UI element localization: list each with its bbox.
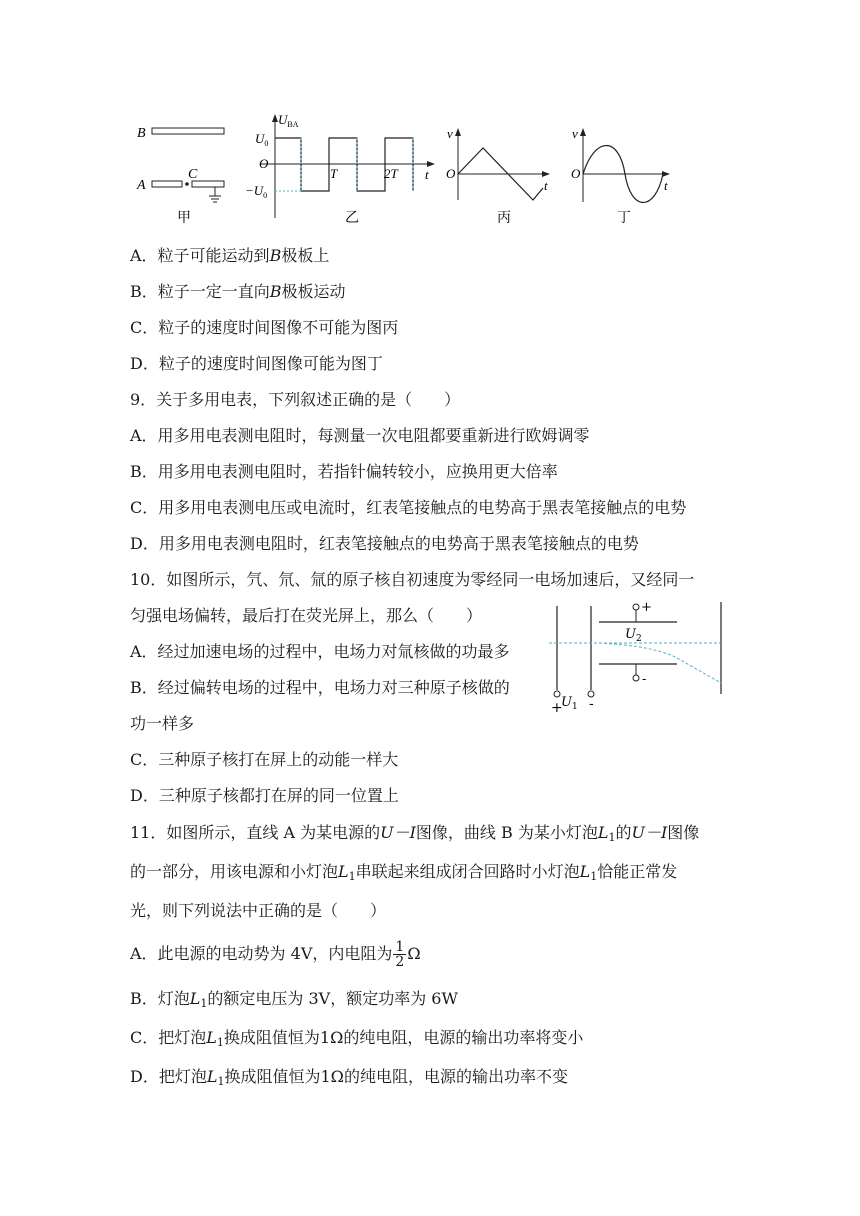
point-c-dot bbox=[185, 182, 189, 186]
q10-option-b-line2: 功一样多 bbox=[130, 714, 195, 733]
fraction-one-half: $\frac{1}{2}$ bbox=[395, 939, 405, 970]
figure-row bbox=[125, 110, 685, 230]
bing-y-arrow bbox=[455, 128, 461, 136]
ding-x-label: t bbox=[664, 178, 668, 193]
caption-jia: 甲 bbox=[177, 211, 191, 226]
bing-x-arrow bbox=[542, 171, 550, 177]
u1-label: $U_1$ bbox=[561, 695, 578, 712]
ding-x-arrow bbox=[662, 171, 670, 177]
q11-option-d: D．把灯泡$L_1$换成阻值恒为1Ω的纯电阻，电源的输出功率不变 bbox=[130, 1067, 568, 1088]
bing-origin: O bbox=[446, 166, 456, 181]
q9-option-b: B．用多用电表测电阻时，若指针偏转较小，应换用更大倍率 bbox=[130, 462, 558, 481]
deflect-minus: - bbox=[642, 672, 647, 687]
yi-y-label: $U_{BA}$ bbox=[278, 112, 299, 129]
q10-stem-line2: 匀强电场偏转，最后打在荧光屏上，那么（ ） bbox=[130, 606, 483, 625]
figures-svg bbox=[125, 110, 685, 230]
bing-x-label: t bbox=[544, 178, 548, 193]
yi-neg-u0-label: $-U_0$ bbox=[245, 183, 268, 200]
yi-x-label: t bbox=[425, 167, 429, 182]
deflect-terminal-top bbox=[633, 604, 639, 610]
figure-ding bbox=[571, 126, 670, 226]
q10-option-a: A．经过加速电场的过程中，电场力对氚核做的功最多 bbox=[130, 642, 510, 661]
plate-b-label: B bbox=[137, 126, 146, 141]
ding-y-arrow bbox=[580, 128, 586, 136]
deflected-trajectory bbox=[599, 643, 721, 683]
q11-stem-line1: 11．如图所示，直线 A 为某电源的U－I图像，曲线 B 为某小灯泡$L_1$的U－I图像 bbox=[130, 823, 700, 844]
q8-option-b: B．粒子一定一直向B极板运动 bbox=[130, 282, 346, 301]
u2-label: $U_2$ bbox=[625, 627, 642, 644]
accel-plus: + bbox=[551, 700, 563, 713]
plate-a-left bbox=[152, 181, 182, 187]
figure-jia bbox=[136, 126, 224, 226]
q11-stem-line2: 的一部分，用该电源和小灯泡$L_1$串联起来组成闭合回路时小灯泡$L_1$恰能正常发 bbox=[130, 862, 678, 883]
yi-tick-2t: 2T bbox=[384, 166, 398, 181]
q8-option-d: D．粒子的速度时间图像可能为图丁 bbox=[130, 354, 383, 373]
yi-tick-t: T bbox=[330, 166, 338, 181]
q9-stem: 9．关于多用电表，下列叙述正确的是（ ） bbox=[130, 390, 461, 409]
caption-bing: 丙 bbox=[497, 211, 511, 226]
caption-ding: 丁 bbox=[617, 211, 631, 226]
figure-yi bbox=[245, 112, 435, 226]
q10-option-b-line1: B．经过偏转电场的过程中，电场力对三种原子核做的 bbox=[130, 678, 510, 697]
q9-option-d: D．用多用电表测电阻时，红表笔接触点的电势高于黑表笔接触点的电势 bbox=[130, 534, 639, 553]
figure-bing bbox=[446, 126, 550, 226]
deflect-plus: + bbox=[641, 600, 652, 615]
q9-option-a: A．用多用电表测电阻时，每测量一次电阻都要重新进行欧姆调零 bbox=[130, 426, 590, 445]
bing-y-label: v bbox=[447, 126, 453, 141]
ding-origin: O bbox=[571, 166, 581, 181]
q10-circuit-svg bbox=[545, 598, 730, 713]
q11-stem-line3: 光，则下列说法中正确的是（ ） bbox=[130, 901, 387, 920]
deflect-terminal-bottom bbox=[633, 675, 639, 681]
yi-u0-label: $U_0$ bbox=[255, 131, 269, 148]
yi-origin: O bbox=[259, 156, 269, 171]
plate-a-label: A bbox=[137, 178, 146, 193]
ding-y-label: v bbox=[572, 126, 578, 141]
accel-minus: - bbox=[589, 696, 594, 712]
q11-option-a: A．此电源的电动势为 4V，内电阻为 $\frac{1}{2}$ Ω bbox=[130, 939, 421, 970]
q11-option-b: B．灯泡$L_1$的额定电压为 3V，额定功率为 6W bbox=[130, 989, 458, 1010]
q9-option-c: C．用多用电表测电压或电流时，红表笔接触点的电势高于黑表笔接触点的电势 bbox=[130, 498, 687, 517]
caption-yi: 乙 bbox=[345, 211, 359, 226]
q10-circuit-figure bbox=[545, 598, 730, 713]
point-c-label: C bbox=[188, 167, 198, 182]
plate-b bbox=[152, 128, 224, 134]
q10-option-d: D．三种原子核都打在屏的同一位置上 bbox=[130, 786, 399, 805]
q11-option-c: C．把灯泡$L_1$换成阻值恒为1Ω的纯电阻，电源的输出功率将变小 bbox=[130, 1028, 584, 1049]
q8-option-a: A．粒子可能运动到B极板上 bbox=[130, 246, 330, 265]
q10-stem-line1: 10．如图所示，氕、氘、氚的原子核自初速度为零经同一电场加速后，又经同一 bbox=[130, 570, 695, 589]
accel-terminal-left bbox=[554, 691, 560, 697]
q8-option-c: C．粒子的速度时间图像不可能为图丙 bbox=[130, 318, 399, 337]
q10-option-c: C．三种原子核打在屏上的动能一样大 bbox=[130, 750, 399, 769]
